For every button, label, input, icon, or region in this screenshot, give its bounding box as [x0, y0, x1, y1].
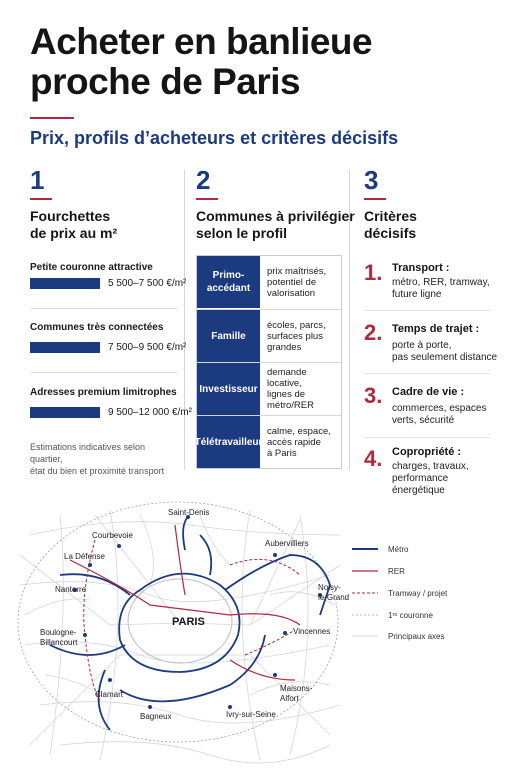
map-label-ivry: Ivry-sur-Seine: [226, 710, 276, 719]
profile-row: [197, 309, 341, 362]
criterion-body: métro, RER, tramway, future ligne: [392, 277, 490, 300]
price-range-bar: [30, 278, 100, 289]
profile-description: demande locative, lignes de métro/RER: [267, 367, 314, 411]
profile-row: [194, 415, 341, 468]
map-label-boulogne: Boulogne-: [40, 628, 77, 637]
column-1-heading: Fourchettes de prix au m²: [30, 208, 118, 241]
price-range-label: Adresses premium limitrophes: [30, 387, 177, 398]
column-1-accent: [30, 198, 52, 200]
map-label-paris: PARIS: [172, 616, 205, 628]
criterion-body: charges, travaux, performance énergétique: [392, 461, 469, 496]
title-line-1: Acheter en banlieue: [30, 21, 373, 62]
profile-row: [197, 256, 341, 308]
legend-couronne-label: 1ʳᵉ couronne: [388, 611, 433, 620]
criterion-title: Cadre de vie :: [392, 386, 465, 398]
criterion-body: commerces, espaces verts, sécurité: [392, 403, 487, 426]
page-title: [30, 22, 490, 102]
map-label-maisons: Maisons-: [280, 684, 313, 693]
criterion-title: Transport :: [392, 262, 450, 274]
criterion-number: 3.: [364, 383, 383, 408]
price-range-label: Communes très connectées: [30, 322, 164, 333]
map-label-la-defense: La Défense: [64, 552, 105, 561]
map-label-noisy-le-grand-2: le-Grand: [318, 593, 350, 602]
map-label-nanterre: Nanterre: [55, 585, 87, 594]
profile-row: [197, 362, 341, 415]
column-1-number: 1: [30, 165, 45, 195]
legend-metro-label: Métro: [388, 545, 409, 554]
profile-table: [196, 255, 342, 469]
criterion-title: Temps de trajet :: [392, 323, 480, 335]
legend-rer-label: RER: [388, 567, 405, 576]
map-label-noisy-le-grand: Noisy-: [318, 583, 341, 592]
profile-description: écoles, parcs, surfaces plus grandes: [267, 319, 326, 353]
column-2-number: 2: [196, 165, 211, 195]
column-2-heading: Communes à privilégier selon le profil: [196, 208, 355, 241]
price-range-value: 7 500–9 500 €/m²: [108, 342, 187, 353]
column-3-number: 3: [364, 165, 379, 195]
transport-map: [0, 495, 511, 768]
price-range-value: 9 500–12 000 €/m²: [108, 407, 192, 418]
column-3-accent: [364, 198, 386, 200]
column-divider: [184, 170, 185, 470]
criterion-number: 1.: [364, 260, 383, 285]
criterion-number: 4.: [364, 446, 383, 471]
price-range-bar: [30, 342, 100, 353]
map-label-saint-denis: Saint-Denis: [168, 508, 210, 517]
criterion-body: porte à porte, pas seulement distance: [392, 340, 498, 363]
column-3-heading: Critères décisifs: [364, 208, 417, 241]
map-label-vincennes: Vincennes: [293, 627, 331, 636]
map-label-clamart: Clamart: [95, 690, 124, 699]
legend-axes-label: Principaux axes: [388, 632, 445, 641]
divider: [30, 308, 178, 309]
divider: [364, 437, 490, 438]
profile-name: Primo- accédant: [197, 256, 260, 308]
profile-name: Investisseur: [197, 363, 260, 415]
profile-name: Télétravailleur: [197, 416, 260, 468]
map-label-alfort: Alfort: [280, 694, 299, 703]
price-range-bar: [30, 407, 100, 418]
divider: [30, 372, 178, 373]
map-label-aubervilliers: Aubervilliers: [265, 539, 309, 548]
profile-description: calme, espace, accès rapide à Paris: [267, 425, 331, 459]
criterion-number: 2.: [364, 320, 383, 345]
title-line-2: proche de Paris: [30, 61, 301, 102]
profile-name: Famille: [197, 310, 260, 362]
map-label-billancourt: Billancourt: [40, 638, 78, 647]
price-range-label: Petite couronne attractive: [30, 262, 153, 273]
divider: [364, 373, 490, 374]
page-subtitle: Prix, profils d’acheteurs et critères décisifs: [30, 128, 399, 148]
price-note: Estimations indicatives selon quartier, état du bien et proximité transport: [30, 442, 165, 476]
divider: [364, 310, 490, 311]
map-legend: [352, 545, 448, 641]
map-label-bagneux: Bagneux: [140, 712, 172, 721]
title-accent-line: [30, 117, 74, 119]
price-range-value: 5 500–7 500 €/m²: [108, 278, 187, 289]
map-label-courbevoie: Courbevoie: [92, 531, 133, 540]
criterion-title: Copropriété :: [392, 446, 462, 458]
column-2-accent: [196, 198, 218, 200]
legend-tram-label: Tramway / projet: [388, 589, 448, 598]
profile-description: prix maîtrisés, potentiel de valorisation: [267, 265, 327, 299]
